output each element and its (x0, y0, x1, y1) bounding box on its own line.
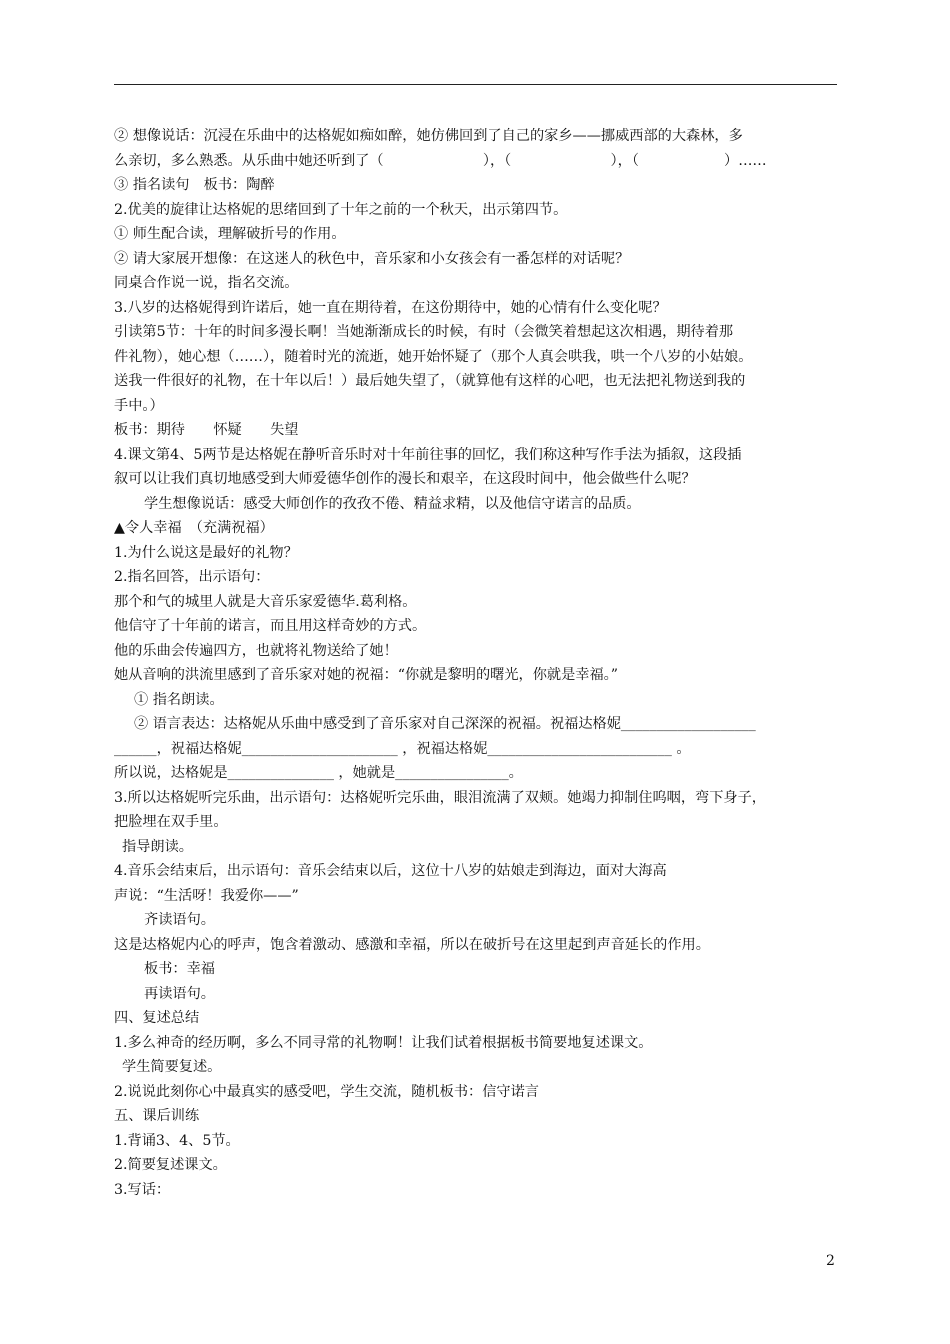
text-line: ② 想像说话：沉浸在乐曲中的达格妮如痴如醉，她仿佛回到了自己的家乡——挪威西部的大森林，多 (114, 128, 743, 144)
text-line: 3.八岁的达格妮得到许诺后，她一直在期待着，在这份期待中，她的心情有什么变化呢？ (114, 299, 667, 316)
text-line: 所以说，达格妮是_______________ ，她就是________________。 (114, 765, 523, 781)
text-line: ① 师生配合读，理解破折号的作用。 (114, 226, 346, 242)
text-line: 指导朗读。 (122, 838, 193, 855)
text-line: 板书：幸福 (144, 961, 215, 977)
text-line: ① 指名朗读。 (134, 691, 224, 708)
text-line: 齐读语句。 (144, 912, 215, 928)
section-heading: ▲令人幸福 （充满祝福） (114, 520, 274, 536)
text-line: 1.多么神奇的经历啊，多么不同寻常的礼物啊！让我们试着根据板书简要地复述课文。 (114, 1034, 653, 1051)
text-line: 2.简要复述课文。 (114, 1157, 227, 1173)
text-line: 引读第5节：十年的时间多漫长啊！当她渐渐成长的时候，有时（会微笑着想起这次相遇，期待着那 (114, 324, 734, 340)
text-line: 2.优美的旋律让达格妮的思绪回到了十年之前的一个秋天，出示第四节。 (114, 201, 568, 218)
section-heading: 四、复述总结 (114, 1010, 200, 1026)
document-body (114, 124, 844, 1202)
text-line: 4.课文第4、5两节是达格妮在静听音乐时对十年前往事的回忆，我们称这种写作手法为插叙，这段插 (114, 446, 742, 463)
text-line: ______，祝福达格妮______________________ ，祝福达格妮__________________________ 。 (114, 740, 691, 757)
page-number: 2 (826, 1253, 835, 1269)
text-line: 4.音乐会结束后，出示语句：音乐会结束以后，这位十八岁的姑娘走到海边，面对大海高 (114, 863, 667, 879)
text-line: ② 语言表达：达格妮从乐曲中感受到了音乐家对自己深深的祝福。祝福达格妮___________________ (134, 716, 756, 732)
text-line: 件礼物），她心想（……），随着时光的流逝，她开始怀疑了（那个人真会哄我，哄一个八岁的小姑娘。 (114, 348, 753, 365)
text-line: 3.写话： (114, 1181, 171, 1198)
text-line: 3.所以达格妮听完乐曲，出示语句：达格妮听完乐曲，眼泪流满了双颊。她竭力抑制住呜咽，弯下身子， (114, 789, 766, 806)
text-line: 2.说说此刻你心中最真实的感受吧，学生交流，随机板书：信守诺言 (114, 1083, 539, 1100)
section-heading: 五、课后训练 (114, 1108, 200, 1124)
text-line: 他的乐曲会传遍四方，也就将礼物送给了她！ (114, 642, 398, 659)
text-line: 送我一件很好的礼物，在十年以后！）最后她失望了，（就算他有这样的心吧，也无法把礼物送到我的 (114, 373, 746, 389)
text-line: 板书：期待 怀疑 失望 (114, 422, 299, 438)
text-line: ③ 指名读句 板书：陶醉 (114, 177, 275, 193)
text-line: 那个和气的城里人就是大音乐家爱德华.葛利格。 (114, 593, 417, 610)
text-line: 1.为什么说这是最好的礼物？ (114, 544, 298, 561)
text-line: 2.指名回答，出示语句： (114, 569, 270, 585)
header-rule (114, 84, 837, 85)
text-line: 么亲切，多么熟悉。从乐曲中她还听到了（ ），（ ），（ ）…… (114, 152, 767, 169)
text-line: 这是达格妮内心的呼声，饱含着激动、感激和幸福，所以在破折号在这里起到声音延长的作用。 (114, 936, 710, 953)
text-line: 再读语句。 (144, 985, 215, 1002)
text-line: 她从音响的洪流里感到了音乐家对她的祝福：“你就是黎明的曙光，你就是幸福。” (114, 667, 618, 683)
text-line: 声说：“生活呀！我爱你——” (114, 887, 299, 904)
text-line: ② 请大家展开想像：在这迷人的秋色中，音乐家和小女孩会有一番怎样的对话呢？ (114, 250, 630, 267)
text-line: 把脸埋在双手里。 (114, 814, 228, 830)
text-line: 学生想像说话：感受大师创作的孜孜不倦、精益求精，以及他信守诺言的品质。 (144, 495, 641, 512)
text-line: 学生简要复述。 (122, 1059, 222, 1075)
text-line: 1.背诵3、4、5节。 (114, 1132, 240, 1149)
text-line: 手中。） (114, 397, 164, 414)
text-line: 同桌合作说一说，指名交流。 (114, 275, 299, 291)
text-line: 叙可以让我们真切地感受到大师爱德华创作的漫长和艰辛，在这段时间中，他会做些什么呢？ (114, 471, 696, 487)
text-line: 他信守了十年前的诺言，而且用这样奇妙的方式。 (114, 618, 427, 634)
